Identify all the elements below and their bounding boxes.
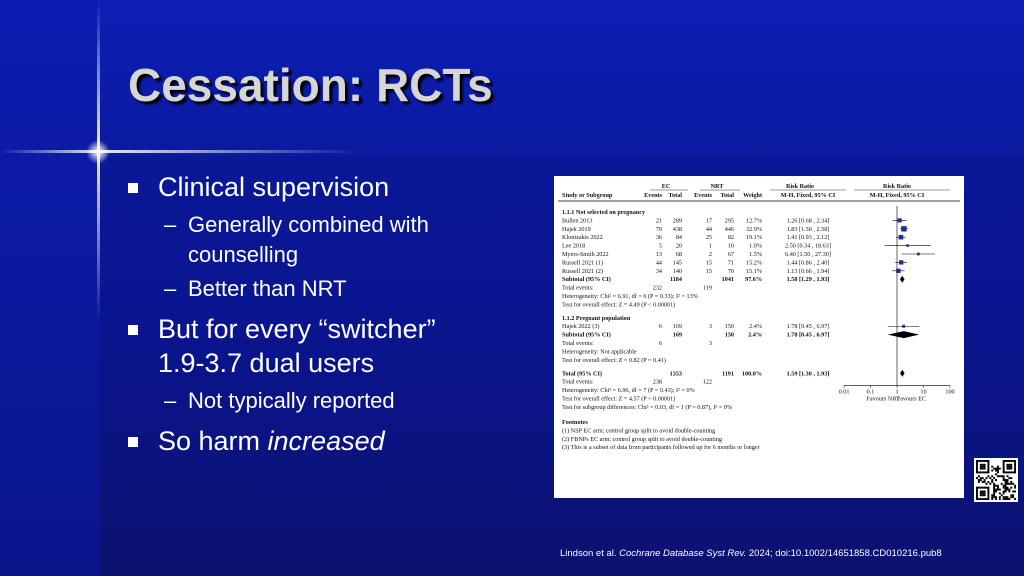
dash-icon: –: [164, 276, 177, 301]
subtotal2-diamond: [888, 331, 920, 338]
x-tick-label: 0.1: [866, 388, 875, 396]
events-overall-nrt: 122: [702, 378, 712, 386]
x-tick-label: 100: [945, 388, 955, 396]
study-total-nrt: 67: [727, 251, 734, 258]
subtotal2-ci: 1.78 [0.45 , 6.97]: [786, 331, 830, 339]
sub-bullet-better-than-nrt: [126, 274, 506, 304]
study-ci: 6.40 [1.50 , 27.30]: [785, 251, 831, 258]
study-total-ec: 140: [672, 267, 682, 275]
subtotal1-weight: 97.6%: [744, 276, 762, 284]
study-total-ec: 438: [672, 225, 682, 233]
events1-label: Total events:: [562, 284, 594, 292]
study-total-ec: 289: [672, 217, 682, 225]
study-events-ec: 79: [655, 225, 662, 233]
study-total-ec: 169: [672, 323, 682, 331]
study-total-nrt: 82: [727, 234, 734, 242]
x-tick-label: 0.01: [838, 388, 850, 396]
citation: [560, 548, 942, 559]
study-ci: 1.13 [0.66 , 1.94]: [786, 267, 830, 275]
bullet-emphasis: increased: [267, 426, 385, 456]
citation-journal: Cochrane Database Syst Rev.: [619, 548, 747, 559]
header-mh-plot: M-H, Fixed, 95% CI: [869, 192, 925, 199]
study-weight: 1.5%: [749, 251, 762, 258]
sub-bullet-not-reported: [126, 386, 506, 416]
qr-code-icon: [976, 460, 1016, 500]
study-ci: 1.44 [0.86 , 2.40]: [786, 259, 830, 267]
header-ec: EC: [661, 183, 671, 190]
subtotal2-total-ec: 169: [672, 331, 682, 339]
section2-heterogeneity: Heterogeneity: Not applicable: [562, 348, 637, 356]
study-total-ec: 68: [675, 251, 682, 258]
study-point-marker: [901, 226, 906, 231]
study-ci: 1.26 [0.68 , 2.34]: [786, 217, 830, 225]
study-name: Bullen 2013: [562, 217, 593, 225]
footnote-item: (2) FBNPs EC arm; control group split to avoid double-counting: [562, 435, 723, 443]
section1-title: 1.1.1 Not selected on pregnancy: [562, 209, 646, 216]
study-weight: 32.9%: [746, 225, 762, 233]
study-total-nrt: 150: [724, 323, 734, 331]
bullet-square-icon: [128, 325, 138, 335]
x-tick-label: 1: [895, 388, 899, 396]
study-events-nrt: 1: [708, 242, 712, 250]
header-total-nrt: Total: [720, 192, 734, 199]
forest-plot-svg: [554, 176, 964, 498]
study-ci: 2.50 [0.34 , 18.63]: [785, 242, 831, 250]
events1-nrt: 119: [702, 284, 712, 292]
study-total-ec: 84: [675, 234, 682, 242]
events2-nrt: 3: [708, 340, 712, 348]
study-events-ec: 44: [655, 259, 662, 267]
study-events-nrt: 44: [705, 225, 712, 233]
study-name: Hajek 2019: [562, 225, 591, 233]
study-ci: 1.78 [0.45 , 6.97]: [786, 323, 830, 331]
study-total-nrt: 10: [727, 242, 734, 250]
study-weight: 12.7%: [746, 217, 762, 225]
bullet-list: [126, 170, 506, 464]
study-name: Hajek 2022 (3): [562, 323, 600, 331]
events2-ec: 6: [658, 340, 662, 348]
study-name: Russell 2021 (1): [562, 259, 603, 267]
study-point-marker: [906, 244, 909, 247]
study-name: Klonizakis 2022: [562, 234, 603, 242]
overall-test: Test for overall effect: Z = 4.57 (P < 0.00001): [562, 395, 676, 403]
bullet-text-cont: 1.9-3.7 dual users: [158, 348, 375, 378]
study-weight: 2.4%: [749, 323, 762, 331]
study-events-ec: 13: [655, 251, 662, 258]
bullet-clinical-supervision: [126, 170, 506, 204]
study-events-ec: 21: [655, 217, 662, 225]
study-events-nrt: 25: [705, 234, 712, 242]
qr-code[interactable]: [974, 458, 1018, 502]
study-events-ec: 34: [655, 267, 662, 275]
subtotal1-total-ec: 1184: [669, 276, 682, 284]
study-events-nrt: 17: [705, 217, 712, 225]
bullet-harm: [126, 424, 506, 458]
study-events-ec: 5: [658, 242, 662, 250]
bullet-text: But for every “switcher”: [158, 314, 436, 344]
study-name: Lee 2018: [562, 242, 586, 250]
study-point-marker: [899, 235, 904, 240]
study-total-nrt: 446: [724, 225, 734, 233]
section2-overall-test: Test for overall effect: Z = 0.82 (P = 0.41): [562, 356, 666, 364]
sub-bullet-combined: [126, 210, 506, 270]
header-mh: M-H, Fixed, 95% CI: [780, 192, 836, 199]
overall-label: Total (95% CI): [562, 370, 602, 378]
sub-bullet-text-cont: counselling: [188, 242, 299, 267]
study-events-nrt: 15: [705, 267, 712, 275]
dash-icon: –: [164, 388, 177, 413]
header-nrt: NRT: [710, 183, 724, 190]
study-total-nrt: 295: [724, 217, 734, 225]
citation-suffix: 2024; doi:10.1002/14651858.CD010216.pub8: [746, 548, 942, 559]
study-ci: 1.41 [0.93 , 2.12]: [786, 234, 830, 242]
subtotal2-label: Subtotal (95% CI): [562, 331, 611, 339]
bullet-square-icon: [128, 183, 138, 193]
header-events-nrt: Events: [694, 192, 712, 199]
overall-heterogeneity: Heterogeneity: Chi² = 6.96, df = 7 (P = 0.43); I² = 0%: [562, 387, 695, 395]
header-risk-ratio: Risk Ratio: [785, 183, 815, 190]
study-events-nrt: 15: [705, 259, 712, 267]
left-band: [0, 0, 100, 576]
overall-weight: 100.0%: [741, 370, 762, 378]
sub-bullet-text: Generally combined with: [188, 212, 429, 237]
header-risk-ratio-plot: Risk Ratio: [882, 183, 912, 190]
section1-overall-test: Test for overall effect: Z = 4.49 (P < 0.00001): [562, 301, 676, 309]
overall-total-ec: 1353: [669, 370, 682, 378]
study-name: Russell 2021 (2): [562, 267, 603, 275]
bullet-text: So harm: [158, 426, 268, 456]
bullet-square-icon: [128, 437, 138, 447]
study-events-nrt: 3: [708, 323, 712, 331]
section2-title: 1.1.2 Pregnant population: [562, 314, 631, 322]
study-total-ec: 20: [675, 242, 682, 250]
lens-flare-star: [86, 140, 110, 164]
overall-diamond: [900, 370, 905, 377]
footnote-item: (1) NSP EC arm; control group split to avoid double-counting: [562, 427, 716, 435]
study-weight: 15.1%: [746, 267, 762, 275]
header-events-ec: Events: [644, 192, 662, 199]
x-tick-label: 10: [920, 388, 927, 396]
subtotal1-ci: 1.58 [1.29 , 1.93]: [786, 276, 830, 284]
section1-heterogeneity: Heterogeneity: Chi² = 6.91, df = 6 (P = 0.33); I² = 13%: [562, 293, 698, 300]
study-weight: 19.1%: [746, 234, 762, 242]
study-total-nrt: 71: [727, 259, 734, 267]
citation-prefix: Lindson et al.: [560, 548, 620, 559]
subtotal2-total-nrt: 150: [724, 331, 734, 339]
study-point-marker: [899, 260, 903, 264]
subtotal1-total-nrt: 1041: [721, 276, 734, 284]
study-point-marker: [917, 253, 920, 256]
study-events-nrt: 2: [708, 251, 712, 258]
lens-flare-horizontal: [0, 150, 360, 153]
forest-plot-figure: [554, 176, 964, 498]
bullet-text: Clinical supervision: [158, 172, 390, 202]
events1-ec: 232: [652, 284, 662, 292]
study-total-nrt: 70: [727, 267, 734, 275]
subtotal1-diamond: [900, 276, 905, 283]
study-ci: 1.83 [1.30 , 2.58]: [786, 225, 830, 233]
study-weight: 15.2%: [746, 259, 762, 267]
overall-total-nrt: 1191: [721, 370, 734, 378]
sub-bullet-text: Better than NRT: [188, 276, 347, 301]
slide-title: Cessation: RCTs: [128, 59, 493, 111]
study-name: Myers-Smith 2022: [562, 251, 609, 258]
study-point-marker: [902, 325, 905, 328]
study-events-ec: 36: [655, 234, 662, 242]
overall-ci: 1.59 [1.30 , 1.93]: [786, 370, 830, 378]
subtotal1-label: Subtotal (95% CI): [562, 276, 611, 284]
study-events-ec: 6: [658, 323, 662, 331]
study-point-marker: [898, 218, 902, 222]
events-overall-label: Total events:: [562, 378, 594, 386]
study-weight: 1.0%: [749, 242, 762, 250]
bullet-switcher: [126, 312, 506, 380]
sub-bullet-text: Not typically reported: [188, 388, 395, 413]
header-weight: Weight: [743, 192, 762, 199]
subgroup-test: Test for subgroup differences: Chi² = 0.03, df = 1 (P = 0.87), I² = 0%: [562, 403, 733, 411]
dash-icon: –: [164, 212, 177, 237]
events-overall-ec: 238: [652, 378, 662, 386]
footnotes-title: Footnotes: [562, 419, 588, 426]
header-total-ec: Total: [668, 192, 682, 199]
favours-ec-label: Favours EC: [896, 395, 927, 403]
favours-nrt-label: Favours NRT: [866, 395, 900, 403]
events2-label: Total events:: [562, 340, 594, 348]
footnote-item: (3) This is a subset of data from participants followed up for 6 months or longer: [562, 444, 760, 452]
subtotal2-weight: 2.4%: [748, 331, 762, 339]
header-study: Study or Subgroup: [562, 192, 613, 199]
study-total-ec: 145: [672, 259, 682, 267]
